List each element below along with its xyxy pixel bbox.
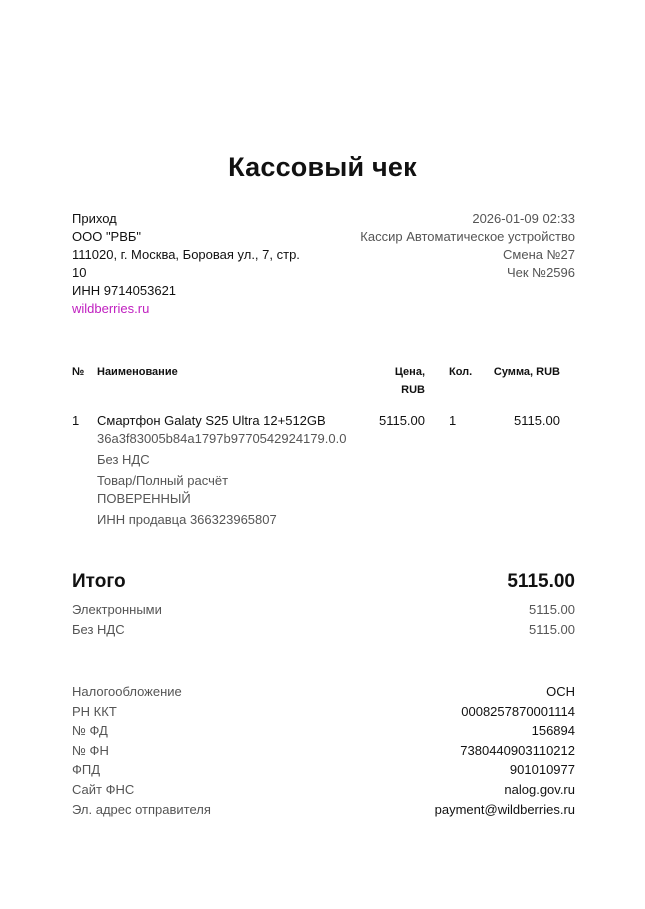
payment-novat-label: Без НДС	[72, 622, 125, 637]
fiscal-row-fpd	[72, 760, 575, 780]
fd-label: № ФД	[72, 723, 108, 739]
shift-number: Смена №27	[503, 247, 575, 262]
item-details	[97, 430, 367, 532]
fd-value: 156894	[531, 723, 575, 739]
header-price-line2: RUB	[401, 384, 425, 396]
receipt-title: Кассовый чек	[228, 152, 417, 182]
header-price-line1: Цена,	[394, 366, 425, 378]
item-vat: Без НДС	[97, 452, 150, 467]
total-value: 5115.00	[507, 571, 575, 592]
header-price	[355, 363, 425, 399]
fiscal-row-fd	[72, 721, 575, 741]
header-num: №	[72, 366, 85, 378]
item-code: 36a3f83005b84a1797b9770542924179.0.0	[97, 431, 347, 446]
fpd-value: 901010977	[509, 762, 575, 778]
item-sum: 5115.00	[513, 413, 560, 428]
fiscal-row-sender-email	[72, 800, 575, 820]
taxation-label: Налогообложение	[72, 684, 182, 699]
item-price: 5115.00	[378, 413, 425, 428]
sender-email-link[interactable]: payment@wildberries.ru	[434, 801, 575, 817]
total-label: Итого	[72, 571, 126, 592]
item-calc-line1: Товар/Полный расчёт	[97, 473, 229, 488]
fpd-label: ФПД	[72, 762, 101, 778]
fns-site-link[interactable]: nalog.gov.ru	[504, 781, 575, 797]
header-name: Наименование	[97, 366, 178, 378]
item-num: 1	[72, 413, 80, 428]
fiscal-row-fn	[72, 741, 575, 761]
cashier-name: Кассир Автоматическое устройство	[360, 229, 575, 244]
company-address-line1: 111020, г. Москва, Боровая ул., 7, стр.	[72, 247, 300, 262]
fn-value: 7380440903110212	[460, 742, 575, 758]
total-row	[72, 571, 575, 593]
fns-site-label: Сайт ФНС	[72, 781, 135, 797]
company-inn: ИНН 9714053621	[72, 283, 177, 298]
receipt-meta	[285, 210, 575, 282]
receipt-number: Чек №2596	[506, 265, 575, 280]
company-address-line2: 10	[72, 265, 87, 280]
header-qty: Кол.	[449, 366, 473, 378]
header-sum: Сумма, RUB	[493, 366, 560, 378]
payment-electronic-label: Электронными	[72, 602, 162, 617]
payment-electronic-row	[72, 600, 575, 620]
fn-label: № ФН	[72, 742, 109, 758]
item-calc	[97, 472, 367, 508]
item-qty: 1	[449, 413, 457, 428]
rn-kkt-value: 0008257870001114	[461, 703, 575, 719]
operation-type: Приход	[72, 211, 117, 226]
payment-novat-value: 5115.00	[528, 622, 575, 637]
fiscal-row-fns-site	[72, 780, 575, 800]
rn-kkt-label: РН ККТ	[72, 703, 117, 719]
item-calc-line2: ПОВЕРЕННЫЙ	[97, 491, 191, 506]
sender-email-label: Эл. адрес отправителя	[72, 801, 211, 817]
item-name: Смартфон Galaty S25 Ultra 12+512GB	[97, 413, 326, 428]
company-name: ООО "РВБ"	[72, 229, 142, 244]
fiscal-info	[72, 682, 575, 819]
taxation-value: ОСН	[546, 684, 575, 699]
fiscal-row-taxation	[72, 682, 575, 702]
fiscal-row-rn-kkt	[72, 702, 575, 722]
payment-novat-row	[72, 620, 575, 640]
item-seller-inn: ИНН продавца 366323965807	[97, 512, 277, 527]
company-site-link[interactable]: wildberries.ru	[72, 301, 150, 316]
payment-electronic-value: 5115.00	[528, 602, 575, 617]
receipt-datetime: 2026-01-09 02:33	[472, 211, 575, 226]
